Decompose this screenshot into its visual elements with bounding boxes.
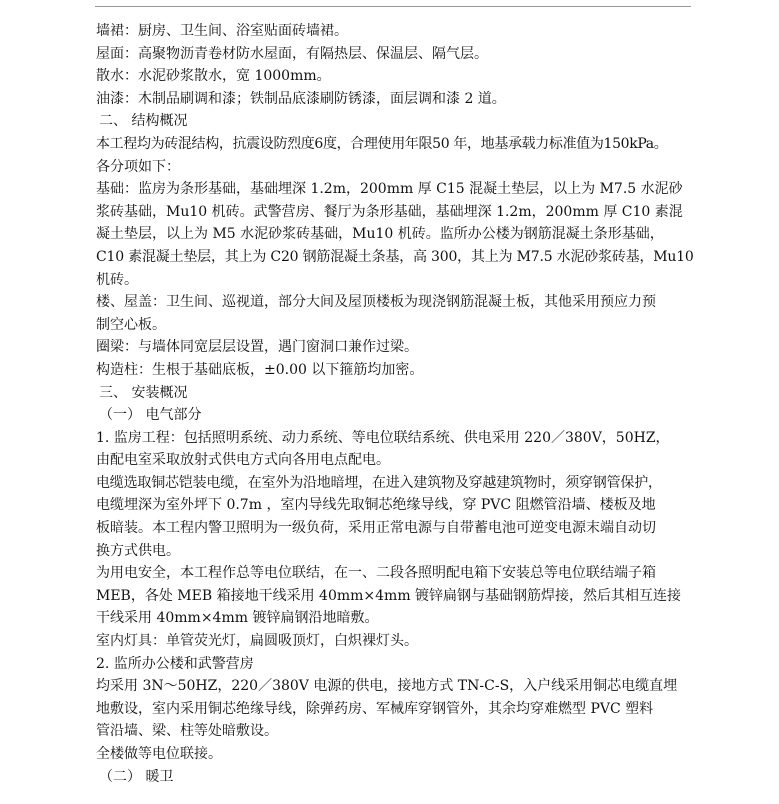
text-line: 圈梁：与墙体同宽层层设置，遇门窗洞口兼作过梁。: [96, 339, 418, 356]
text-line: 制空心板。: [96, 316, 166, 333]
text-line: 电缆埋深为室外坪下 0.7m ，室内导线先取铜芯绝缘导线，穿 PVC 阻燃管沿墙、楼板及地: [96, 497, 656, 514]
text-line: MEB，各处 MEB 箱接地干线采用 40mm×4mm 镀锌扁钢与基础钢筋焊接，然后其相互连接: [96, 587, 682, 604]
text-line: 地敷设，室内采用铜芯绝缘导线，除弹药房、军械库穿钢管外，其余均穿难燃型 PVC 塑料: [96, 700, 654, 717]
document-body: [96, 20, 716, 788]
header-rule: [95, 6, 691, 7]
text-line: 本工程均为砖混结构，抗震设防烈度6度，合理使用年限50 年，地基承载力标准值为150kPa。: [96, 135, 668, 152]
text-line: 屋面：高聚物沥青卷材防水屋面，有隔热层、保温层、隔气层。: [96, 45, 488, 62]
text-line: 由配电室采取放射式供电方式向各用电点配电。: [96, 452, 390, 469]
text-line: 墙裙：厨房、卫生间、浴室贴面砖墙裙。: [96, 23, 348, 39]
text-line: 管沿墙、梁、柱等处暗敷设。: [96, 723, 278, 740]
section-heading: 三、 安装概况: [99, 384, 188, 401]
text-line: 浆砖基础，Mu10 机砖。武警营房、餐厅为条形基础，基础埋深 1.2m，200mm 厚 C10 素混: [96, 203, 683, 220]
subsection-heading: （一） 电气部分: [99, 407, 202, 424]
text-line: 基础：监房为条形基础，基础埋深 1.2m，200mm 厚 C15 混凝土垫层，以上为 M7.5 水泥砂: [96, 181, 683, 198]
text-line: 为用电安全，本工程作总等电位联结，在一、二段各照明配电箱下安装总等电位联结端子箱: [96, 565, 656, 582]
text-line: 电缆选取铜芯铠装电缆，在室外为沿地暗埋，在进入建筑物及穿越建筑物时，须穿钢管保护，: [96, 474, 662, 491]
text-line: 干线采用 40mm×4mm 镀锌扁钢沿地暗敷。: [96, 610, 379, 627]
text-line: 楼、屋盖：卫生间、巡视道，部分大间及屋顶楼板为现浇钢筋混凝土板，其他采用预应力预: [96, 294, 656, 311]
text-line: C10 素混凝土垫层，其上为 C20 钢筋混凝土条基，高 300，其上为 M7.5 水泥砂浆砖基，Mu10: [96, 248, 694, 265]
text-line: 油漆：木制品刷调和漆；铁制品底漆刷防锈漆，面层调和漆 2 道。: [96, 90, 506, 107]
section-heading: 二、 结构概况: [99, 113, 188, 130]
text-line: 机砖。: [96, 271, 138, 288]
text-line: 换方式供电。: [96, 542, 180, 559]
text-line: 凝土垫层，以上为 M5 水泥砂浆砖基础，Mu10 机砖。监所办公楼为钢筋混凝土条形基础，: [96, 226, 664, 243]
text-line: 各分项如下：: [96, 158, 180, 175]
text-line: 构造柱：生根于基础底板，±0.00 以下箍筋均加密。: [96, 361, 424, 378]
text-line: 室内灯具：单管荧光灯，扁圆吸顶灯，白炽裸灯头。: [96, 633, 418, 650]
subsection-heading: 2. 监所办公楼和武警营房: [96, 655, 254, 672]
subsection-heading: （二） 暖卫: [99, 768, 174, 785]
text-line: 板暗装。本工程内警卫照明为一级负荷，采用正常电源与自带蓄电池可逆变电源末端自动切: [96, 520, 656, 537]
text-line: 散水：水泥砂浆散水，宽 1000mm。: [96, 68, 331, 85]
text-line: 1. 监房工程：包括照明系统、动力系统、等电位联结系统、供电采用 220／380V，50HZ，: [96, 429, 670, 446]
text-line: 均采用 3N～50HZ，220／380V 电源的供电，接地方式 TN-C-S，入户线采用铜芯电缆直埋: [96, 678, 678, 695]
text-line: 全楼做等电位联接。: [96, 746, 222, 762]
